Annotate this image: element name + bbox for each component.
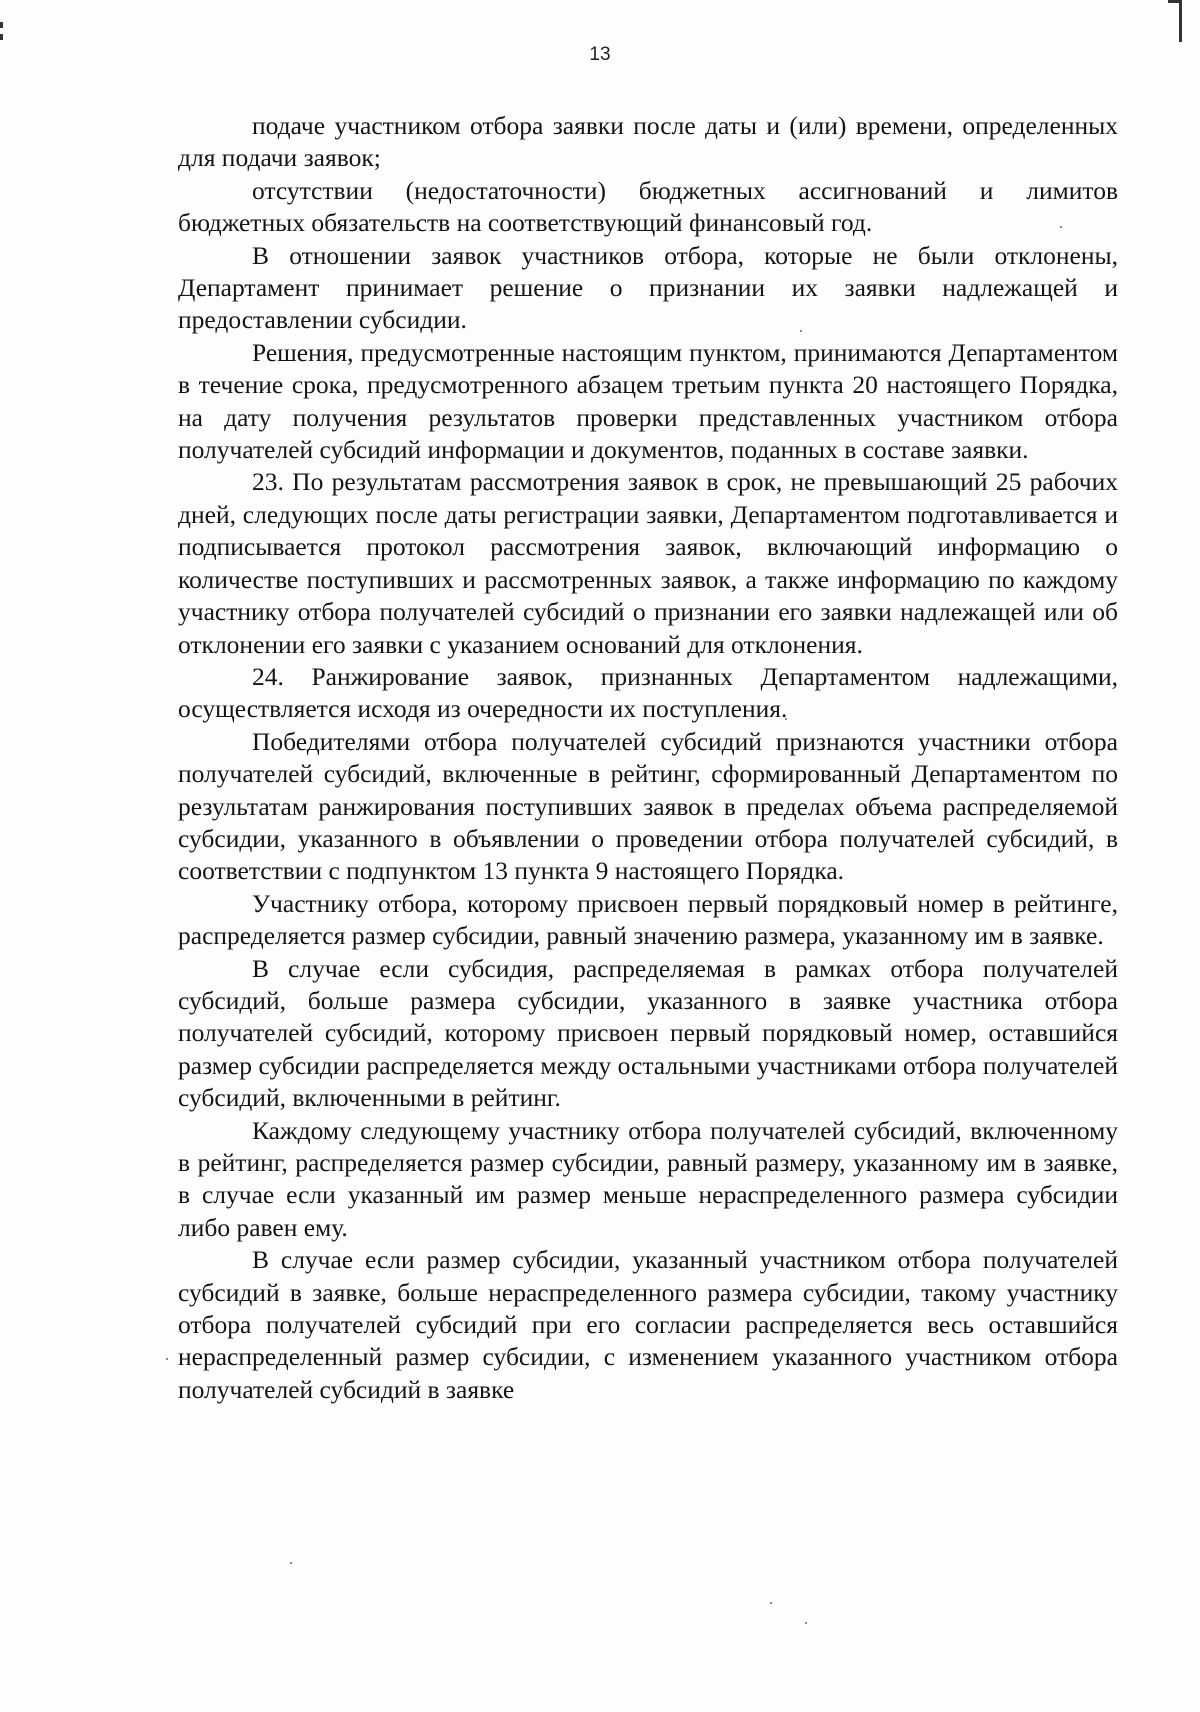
paragraph: подаче участником отбора заявки после даты и (или) времени, определенных для подачи заявок; bbox=[178, 111, 1118, 173]
paragraph: отсутствии (недостаточности) бюджетных ассигнований и лимитов бюджетных обязательств на соответствующий финансовый год. bbox=[178, 175, 1118, 238]
paragraph: 24. Ранжирование заявок, признанных Департаментом надлежащими, осуществляется исходя из очередности их поступления. bbox=[178, 661, 1118, 724]
scan-speck bbox=[290, 1562, 292, 1564]
paragraph: Решения, предусмотренные настоящим пунктом, принимаются Департаментом в течение срока, предусмотренного абзацем третьим пункта 20 настоящего Порядка, на дату получения результатов проверки представленных участником отбора получателей субсидий информации и документов, поданных в составе заявки. bbox=[178, 337, 1118, 465]
page-number: 13 bbox=[589, 44, 611, 65]
scan-edge-mark bbox=[0, 34, 3, 40]
paragraph: Каждому следующему участнику отбора получателей субсидий, включенному в рейтинг, распределяется размер субсидии, равный размеру, указанному им в заявке, в случае если указанный им размер меньше нераспределенного размера субсидии либо равен ему. bbox=[178, 1115, 1118, 1242]
scan-speck bbox=[166, 1358, 168, 1360]
paragraph: Участнику отбора, которому присвоен первый порядковый номер в рейтинге, распределяется размер субсидии, равный значению размера, указанному им в заявке. bbox=[178, 888, 1118, 951]
paragraph: Победителями отбора получателей субсидий признаются участники отбора получателей субсидий, включенные в рейтинг, сформированный Департаментом по результатам ранжирования поступивших заявок в пределах объема распределяемой субсидии, указанного в объявлении о проведении отбора получателей субсидий, в соответствии с подпунктом 13 пункта 9 настоящего Порядка. bbox=[178, 726, 1118, 886]
paragraph: 23. По результатам рассмотрения заявок в срок, не превышающий 25 рабочих дней, следующих после даты регистрации заявки, Департаментом подготавливается и подписывается протокол рассмотрения заявок, включающий информацию о количестве поступивших и рассмотренных заявок, а также информацию по каждому участнику отбора получателей субсидий о признании его заявки надлежащей или об отклонении его заявки с указанием оснований для отклонения. bbox=[178, 467, 1118, 659]
paragraph: В отношении заявок участников отбора, которые не были отклонены, Департамент принимает решение о признании их заявки надлежащей и предоставлении субсидии. bbox=[178, 240, 1118, 335]
scan-speck bbox=[805, 1622, 807, 1624]
scan-speck bbox=[770, 1602, 772, 1604]
scan-edge-mark bbox=[0, 22, 3, 28]
scan-edge-mark bbox=[1168, 0, 1182, 3]
document-body bbox=[178, 110, 1118, 1406]
paragraph: В случае если размер субсидии, указанный участником отбора получателей субсидий в заявке, больше нераспределенного размера субсидии, такому участнику отбора получателей субсидий при его согласии распределяется весь оставшийся нераспределенный размер субсидии, с изменением указанного участником отбора получателей субсидий в заявке bbox=[178, 1245, 1118, 1404]
scan-edge-mark bbox=[1179, 0, 1182, 42]
paragraph: В случае если субсидия, распределяемая в рамках отбора получателей субсидий, больше размера субсидии, указанного в заявке участника отбора получателей субсидий, которому присвоен первый порядковый номер, оставшийся размер субсидии распределяется между остальными участниками отбора получателей субсидий, включенными в рейтинг. bbox=[178, 953, 1118, 1113]
